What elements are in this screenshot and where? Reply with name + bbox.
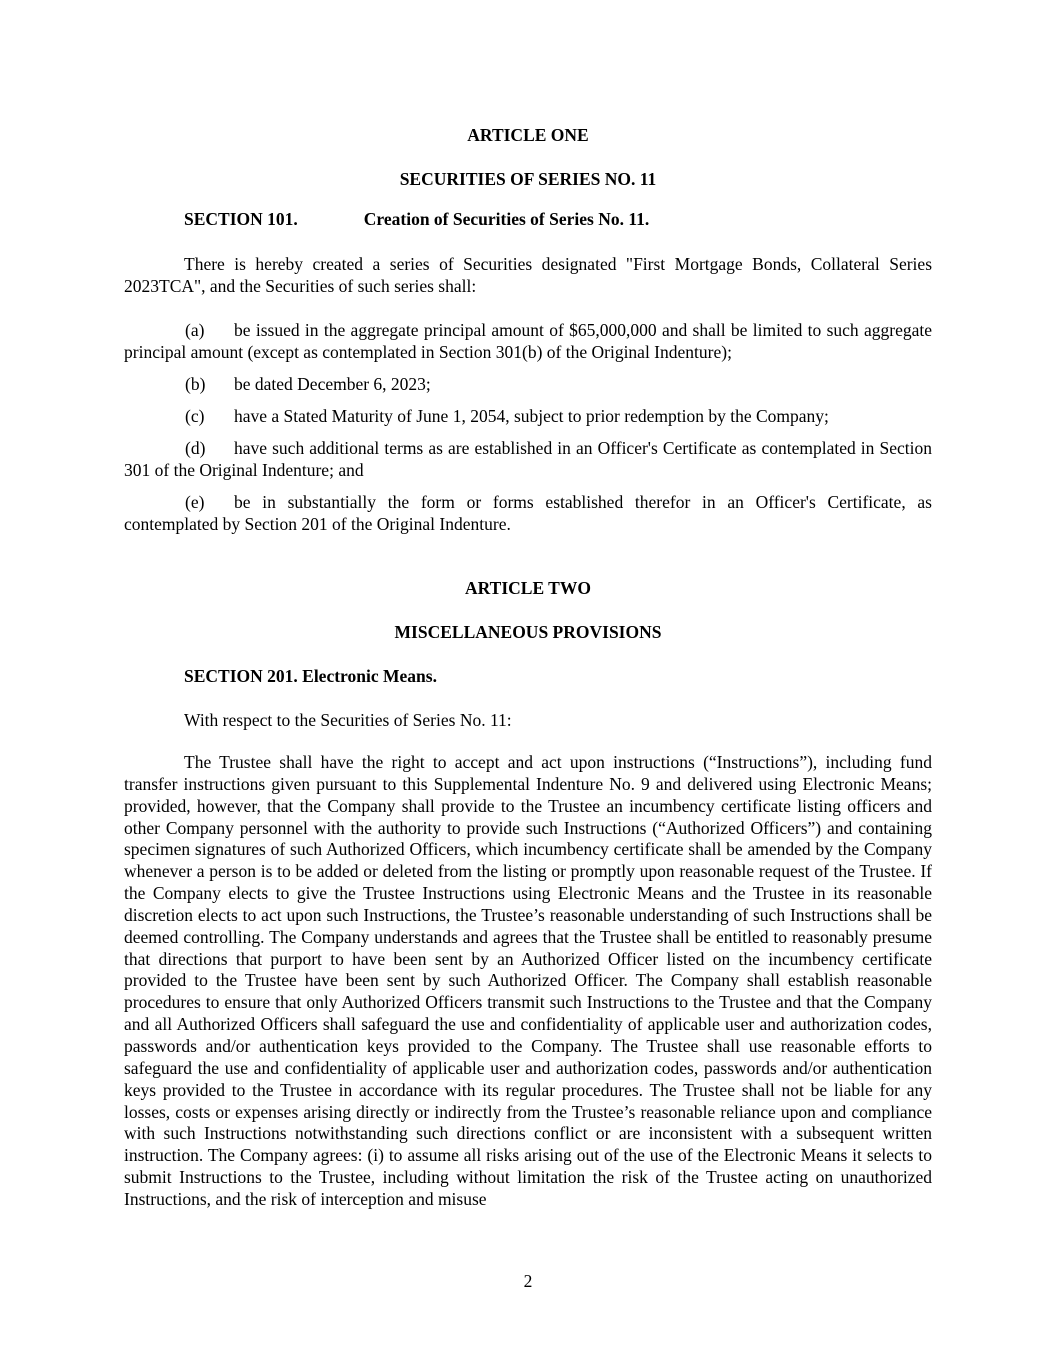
list-item-text: be dated December 6, 2023; <box>234 374 431 394</box>
list-item-e <box>124 491 932 535</box>
list-item-text: have a Stated Maturity of June 1, 2054, subject to prior redemption by the Company; <box>234 406 829 426</box>
list-item-label: (a) <box>185 320 205 340</box>
list-item-label: (d) <box>185 438 206 458</box>
list-item-a <box>124 319 932 363</box>
list-item-label: (b) <box>185 374 206 394</box>
section-201-heading: SECTION 201. Electronic Means. <box>184 666 437 686</box>
list-item-text: be in substantially the form or forms established therefor in an Officer's Certificate, as contemplated by Section 201 of the Original Indenture. <box>124 492 932 534</box>
article-two-subtitle: MISCELLANEOUS PROVISIONS <box>394 622 662 642</box>
article-one-title: ARTICLE ONE <box>467 125 589 145</box>
article-one-subtitle: SECURITIES OF SERIES NO. 11 <box>399 169 657 189</box>
list-item-text: have such additional terms as are established in an Officer's Certificate as contemplated in Section 301 of the Original Indenture; and <box>124 438 932 480</box>
document-page <box>124 0 932 1365</box>
list-item-d <box>124 437 932 481</box>
list-item-c <box>124 405 932 427</box>
list-item-text: be issued in the aggregate principal amount of $65,000,000 and shall be limited to such aggregate principal amount (except as contemplated in Section 301(b) of the Original Indenture); <box>124 320 932 362</box>
section-101-heading <box>184 208 649 230</box>
section-101-intro: There is hereby created a series of Securities designated "First Mortgage Bonds, Collateral Series 2023TCA", and the Securities of such series shall: <box>124 254 932 296</box>
list-item-label: (e) <box>185 492 205 512</box>
section-201-intro: With respect to the Securities of Series No. 11: <box>184 710 512 730</box>
section-101-caption: Creation of Securities of Series No. 11. <box>363 209 650 229</box>
list-item-b <box>124 373 932 395</box>
section-201-body: The Trustee shall have the right to accept and act upon instructions (“Instructions”), including fund transfer instructions given pursuant to this Supplemental Indenture No. 9 and delivered using Electronic Means; provided, however, that the Company shall provide to the Trustee an incumbency certificate listing officers and other Company personnel with the authority to provide such Instructions (“Authorized Officers”) and containing specimen signatures of such Authorized Officers, which incumbency certificate shall be amended by the Company whenever a person is to be added or deleted from the listing or promptly upon reasonable request of the Trustee. If the Company elects to give the Trustee Instructions using Electronic Means and the Trustee in its reasonable discretion elects to act upon such Instructions, the Trustee’s reasonable understanding of such Instructions shall be deemed controlling. The Company understands and agrees that the Trustee shall be entitled to reasonably presume that directions that purport to have been sent by an Authorized Officer listed on the incumbency certificate provided to the Trustee have been sent by such Authorized Officer. The Company shall establish reasonable procedures to ensure that only Authorized Officers transmit such Instructions to the Trustee and that the Company and all Authorized Officers shall safeguard the use and confidentiality of applicable user and authorization codes, passwords and/or authentication keys provided to the Company. The Trustee shall use reasonable efforts to safeguard the use and confidentiality of applicable user and authorization codes, passwords and/or authentication keys provided to the Trustee in accordance with its regular procedures. The Trustee shall not be liable for any losses, costs or expenses arising directly or indirectly from the Trustee’s reasonable reliance upon and compliance with such Instructions notwithstanding such directions conflict or are inconsistent with a subsequent written instruction. The Company agrees: (i) to assume all risks arising out of the use of the Electronic Means it selects to submit Instructions to the Trustee, including without limitation the risk of the Trustee acting on unauthorized Instructions, and the risk of interception and misuse <box>124 752 932 1209</box>
article-two-title: ARTICLE TWO <box>465 578 591 598</box>
section-101-number: SECTION 101. <box>184 209 298 229</box>
list-item-label: (c) <box>185 406 205 426</box>
page-number: 2 <box>523 1271 533 1291</box>
